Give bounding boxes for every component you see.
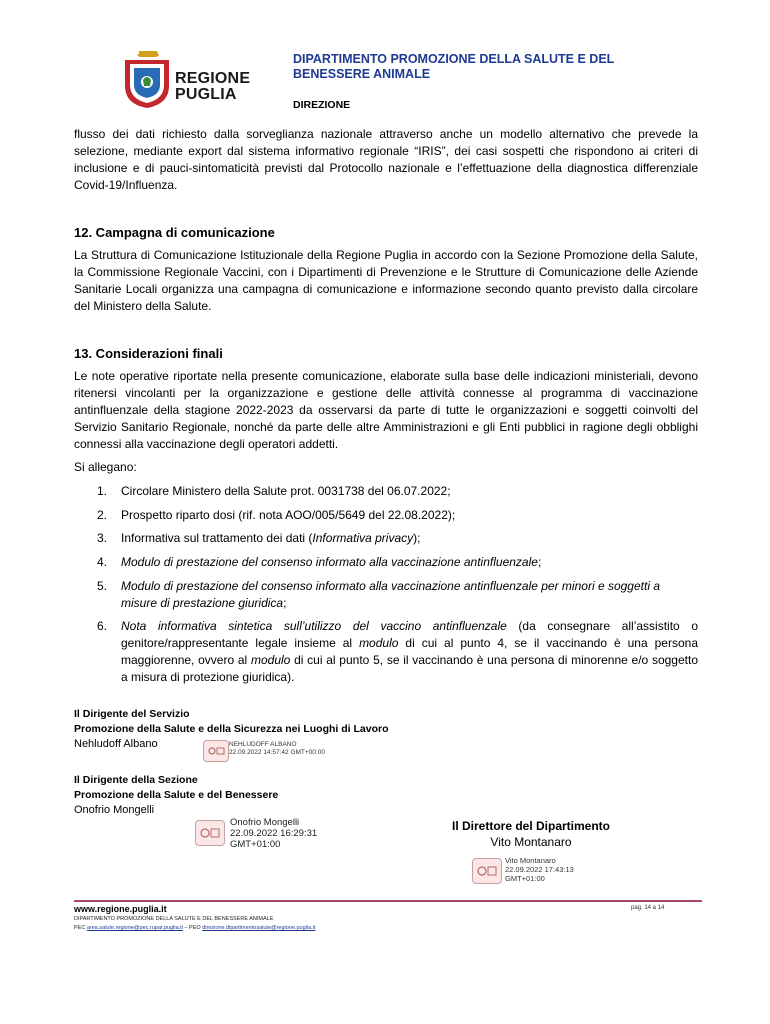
list-text-part: di cui al punto 5, se il vaccinando è una persona di minorenne e/o soggetto a misura di protezione giuridica).	[121, 653, 698, 684]
attachments-intro: Si allegano:	[74, 460, 137, 474]
list-text-italic: Modulo di prestazione del consenso informato alla vaccinazione antinfluenzale	[121, 555, 538, 569]
list-number: 2.	[97, 508, 108, 522]
coat-of-arms-icon	[121, 50, 171, 110]
org-name-line2: PUGLIA	[175, 86, 237, 103]
section-12-body: La Struttura di Comunicazione Istituzionale della Regione Puglia in accordo con la Sezione Promozione della Salute, la Commissione Regionale Vaccini, con i Dipartimenti di Prevenzione e le Strutture di Comunicazione delle Aziende Sanitarie Locali organizza una campagna di comunicazione e informazione secondo quanto previsto dalla circolare del Ministero della Salute.	[74, 248, 698, 313]
signature-name: Onofrio Mongelli	[74, 804, 155, 816]
footer-divider	[74, 900, 702, 902]
signature-role: Il Direttore del Dipartimento	[451, 819, 611, 833]
list-text-part: );	[413, 531, 421, 545]
list-text-part: di cui al punto 4, se il vaccinando è una persona maggiorenne, ovvero al	[121, 636, 698, 667]
pec-email-link[interactable]: area.salute.regione@pec.rupar.puglia.it	[86, 925, 183, 931]
digital-signature-icon[interactable]	[195, 820, 225, 846]
digital-signature-icon[interactable]	[203, 740, 229, 762]
section-13-title: 13. Considerazioni finali	[74, 346, 223, 361]
stamp-date: 22.09.2022 17:43:13	[505, 865, 574, 874]
list-text-italic: Modulo di prestazione del consenso informato alla vaccinazione antinfluenzale per minori e soggetti a misure di prestazione giuridica	[121, 579, 660, 610]
department-title: DIPARTIMENTO PROMOZIONE DELLA SALUTE E DEL BENESSERE ANIMALE	[293, 52, 615, 81]
direction-label: DIREZIONE	[293, 99, 351, 111]
list-text-italic: Informativa privacy	[312, 531, 414, 545]
list-text-italic: modulo	[250, 653, 291, 667]
list-text-part: Informativa sul trattamento dei dati (	[121, 531, 313, 545]
list-text	[121, 554, 698, 571]
org-name-line1: REGIONE	[175, 70, 251, 87]
list-text-italic: Nota informativa sintetica sull’utilizzo del vaccino antinfluenzale	[121, 619, 507, 633]
list-text-italic: modulo	[359, 636, 399, 650]
peo-label: – PEO	[184, 925, 201, 931]
signature-role: Il Dirigente del Servizio	[74, 708, 190, 720]
stamp-date: 22.09.2022 14:57:42 GMT+00:00	[229, 749, 325, 756]
org-name	[175, 71, 250, 103]
list-text-part: ;	[537, 555, 542, 569]
signature-sezione	[74, 773, 278, 818]
list-text	[121, 578, 698, 612]
list-number: 3.	[97, 531, 108, 545]
peo-email-link[interactable]: direzione.dipartimentosalute@regione.puglia.it	[202, 925, 316, 931]
signature-dipartimento	[446, 818, 616, 850]
list-text: Prospetto riparto dosi (rif. nota AOO/005/5649 del 22.08.2022);	[121, 508, 456, 522]
stamp-timezone: GMT+01:00	[505, 874, 545, 883]
signature-role: Il Dirigente della Sezione	[74, 774, 198, 786]
intro-paragraph: flusso dei dati richiesto dalla sorveglianza nazionale attraverso anche un modello alternativo che prevede la selezione, mediante export dal sistema informativo regionale “IRIS”, dei casi sospetti che rispondono ai criteri di inclusione e di pauci-sintomaticità previsti dal Protocollo nazionale e l’effettuazione della diagnostica differenziale Covid-19/Influenza.	[74, 127, 698, 192]
list-number: 6.	[97, 619, 108, 633]
footer-site-link[interactable]: www.regione.puglia.it	[74, 904, 167, 914]
section-13-body: Le note operative riportate nella presente comunicazione, elaborate sulla base delle indicazioni ministeriali, devono ritenersi vincolanti per la organizzazione e gestione delle attività connesse al programma di vaccinazione antinfluenzale della stagione 2022-2023 da osservarsi da parte di tutte le organizzazioni e soggetti coinvolti del Servizio Sanitario Regionale, nonché da parte delle altre Amministrazioni e gli Enti pubblici in ragione degli obblighi connessi alla vaccinazione degli operatori addetti.	[74, 369, 698, 451]
list-number: 5.	[97, 579, 108, 593]
list-text	[121, 618, 698, 686]
stamp-name: Vito Montanaro	[505, 856, 556, 865]
list-text	[121, 530, 698, 547]
list-number: 1.	[97, 484, 108, 498]
signature-stamp-text	[505, 856, 574, 883]
list-number: 4.	[97, 555, 108, 569]
signature-role-detail: Promozione della Salute e della Sicurezza nei Luoghi di Lavoro	[74, 723, 389, 735]
signature-stamp-text	[229, 741, 325, 757]
footer-department: DIPARTIMENTO PROMOZIONE DELLA SALUTE E DEL BENESSERE ANIMALE	[74, 916, 274, 922]
list-text: Circolare Ministero della Salute prot. 0031738 del 06.07.2022;	[121, 484, 451, 498]
signature-stamp-text	[230, 817, 317, 850]
page-number: pag. 14 a 14	[631, 905, 665, 911]
pec-label: PEC	[74, 925, 86, 931]
signature-name: Nehludoff Albano	[74, 738, 158, 750]
list-text-part: ;	[283, 596, 287, 610]
stamp-name: Onofrio Mongelli	[230, 817, 300, 828]
signature-name: Vito Montanaro	[490, 835, 572, 849]
stamp-timezone: GMT+01:00	[230, 839, 281, 850]
section-12-title: 12. Campagna di comunicazione	[74, 225, 275, 240]
signature-role-detail: Promozione della Salute e del Benessere	[74, 789, 279, 801]
digital-signature-icon[interactable]	[472, 858, 502, 884]
stamp-date: 22.09.2022 16:29:31	[230, 828, 318, 839]
stamp-name: NEHLUDOFF ALBANO	[229, 741, 297, 748]
list-text-part: (da consegnare all’assistito o genitore/rappresentante legale insieme al	[121, 619, 698, 650]
footer-contacts	[74, 925, 315, 931]
